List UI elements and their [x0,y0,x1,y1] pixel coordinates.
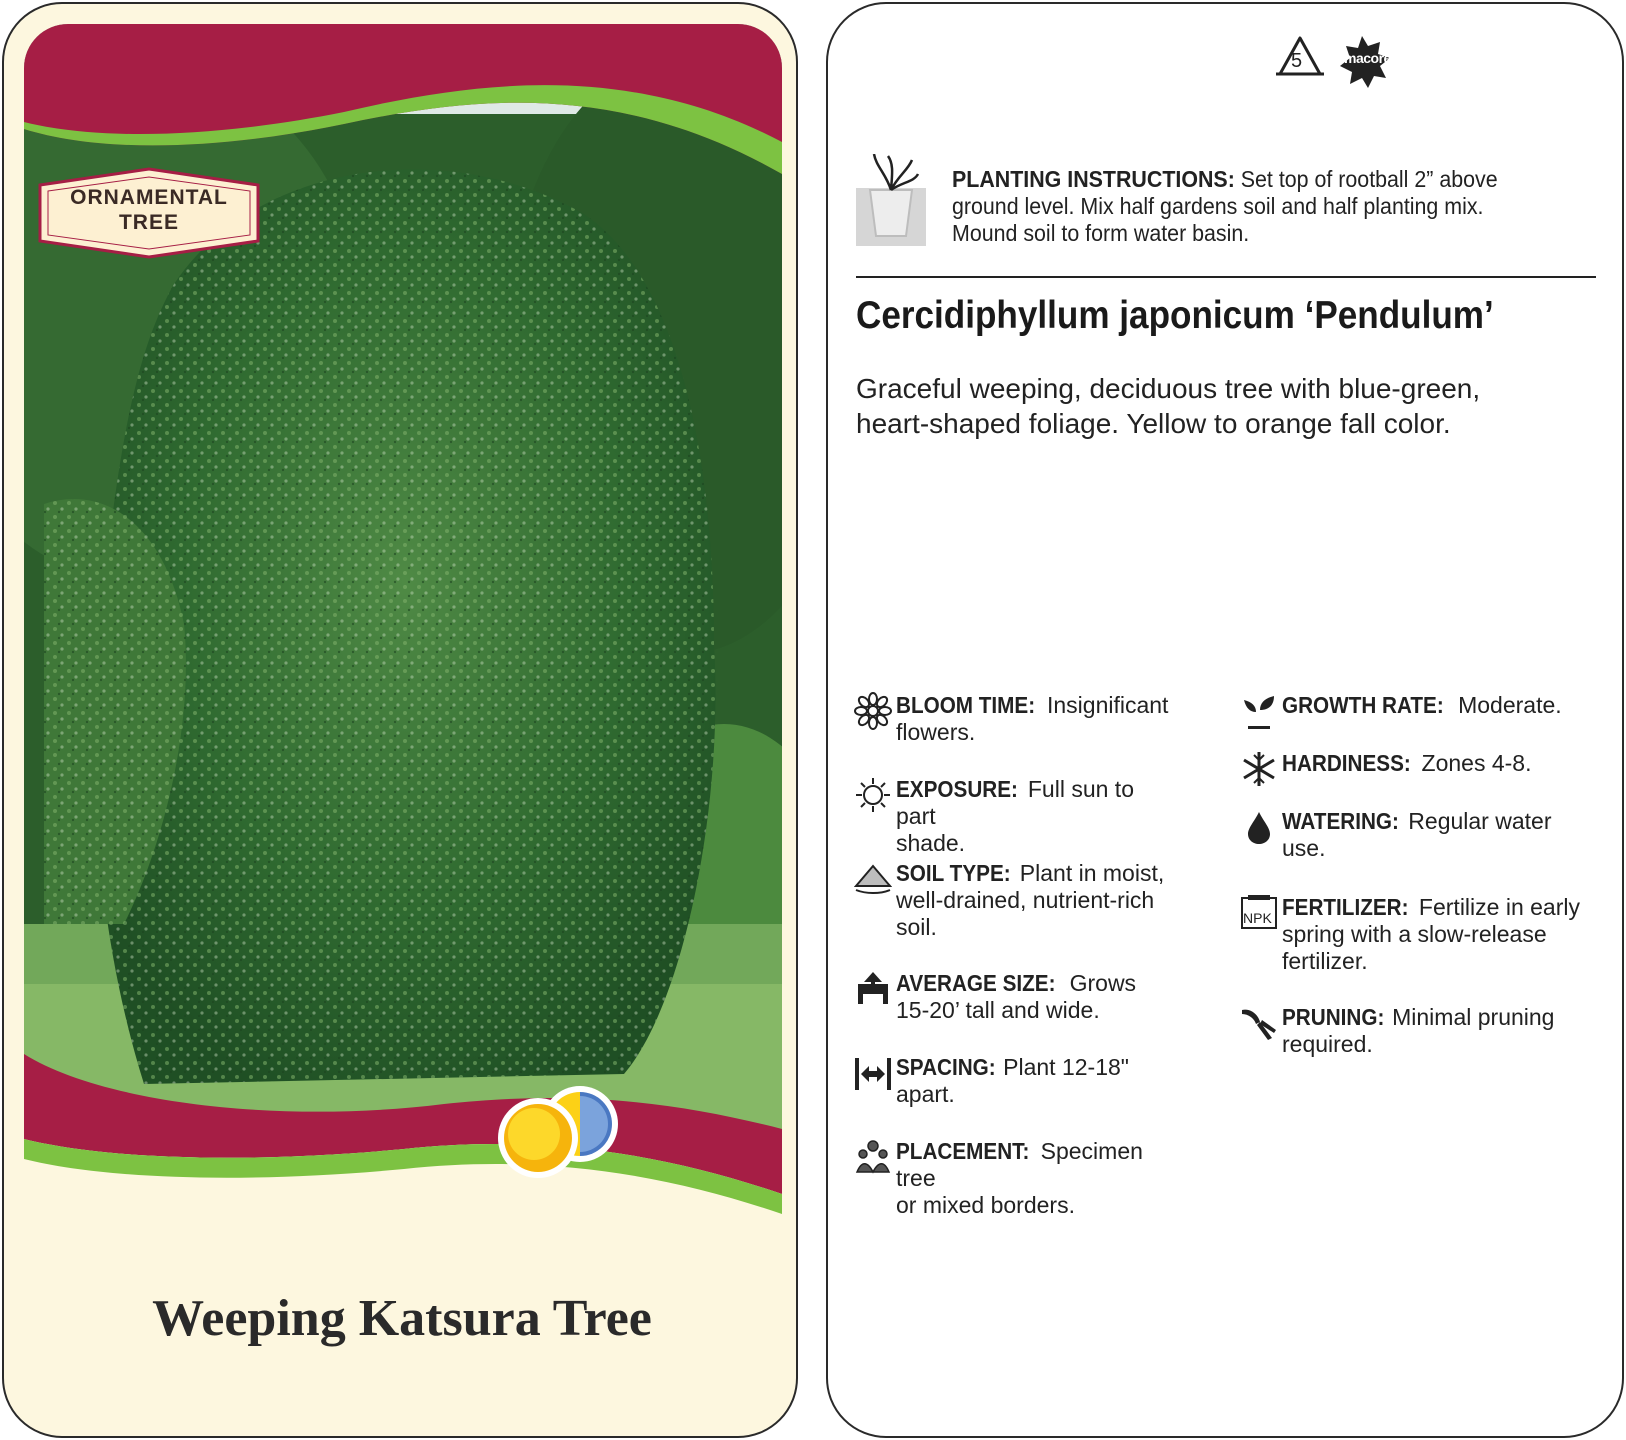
pruning-attr [1240,1004,1600,1058]
average-size-label: AVERAGE SIZE: [896,970,1056,996]
placement-line-1: Specimen tree [896,1138,1143,1191]
pruning-line-2: required. [1282,1031,1373,1057]
placement-line-2: or mixed borders. [896,1192,1075,1218]
growth-rate-label: GROWTH RATE: [1282,692,1444,718]
planting-instructions [952,166,1547,247]
bloom-time-attr [854,692,1174,746]
exposure-icons [494,1082,634,1182]
full-sun-icon [498,1098,578,1178]
planting-line-2: ground level. Mix half gardens soil and half planting mix. [952,193,1484,219]
spacing-label: SPACING: [896,1054,996,1080]
soil-type-line-1: Plant in moist, [1013,860,1165,886]
back-card [826,2,1624,1438]
recycle-number: 5 [1291,50,1303,72]
watering-line-1: Regular water [1401,808,1552,834]
bloom-time-line-2: flowers. [896,719,976,745]
planting-label: PLANTING INSTRUCTIONS: [952,166,1235,192]
planting-line-3: Mound soil to form water basin. [952,220,1250,246]
average-size-line-1: Grows [1063,970,1137,996]
average-size-line-2: 15-20’ tall and wide. [896,997,1100,1023]
exposure-line-2: shade. [896,830,966,856]
exposure-label: EXPOSURE: [896,776,1018,802]
placement-label: PLACEMENT: [896,1138,1030,1164]
fertilizer-icon-text: NPK [1243,910,1272,926]
spacing-attr [854,1054,1174,1108]
soil-type-line-3: soil. [896,914,937,940]
spacing-line-2: apart. [896,1081,955,1107]
pruning-line-1: Minimal pruning [1385,1004,1555,1030]
badge-line-1: ORNAMENTAL [70,186,228,209]
description [856,371,1556,441]
soil-type-label: SOIL TYPE: [896,860,1011,886]
macore-text: macore [1344,50,1391,66]
badge-line-2: TREE [118,211,179,234]
category-badge [36,167,262,259]
spacing-line-1: Plant 12-18" [996,1054,1129,1080]
bloom-time-line-1: Insignificant [1040,692,1169,718]
planting-line-1: Set top of rootball 2” above [1234,166,1498,192]
common-name: Weeping Katsura Tree [152,1290,652,1347]
fertilizer-label: FERTILIZER: [1282,894,1409,920]
placement-attr [854,1138,1174,1219]
fertilizer-line-1: Fertilize in early [1412,894,1580,920]
average-size-attr [854,970,1174,1024]
description-line-2: heart-shaped foliage. Yellow to orange fall color. [856,408,1451,439]
latin-name: Cercidiphyllum japonicum ‘Pendulum’ [856,294,1494,337]
recycle-logos [1272,34,1412,94]
growth-rate-line-1: Moderate. [1451,692,1562,718]
fertilizer-attr [1240,894,1600,975]
hardiness-line-1: Zones 4-8. [1415,750,1532,776]
planting-pot-icon [856,154,926,246]
bloom-time-label: BLOOM TIME: [896,692,1036,718]
fertilizer-line-3: fertilizer. [1282,948,1368,974]
watering-attr [1240,808,1600,862]
exposure-line-1: Full sun to part [896,776,1134,829]
growth-rate-attr [1240,692,1600,719]
pruning-label: PRUNING: [1282,1004,1385,1030]
description-line-1: Graceful weeping, deciduous tree with blue-green, [856,373,1481,404]
soil-type-attr [854,860,1174,941]
hardiness-attr [1240,750,1600,777]
fertilizer-line-2: spring with a slow-release [1282,921,1547,947]
watering-line-2: use. [1282,835,1326,861]
watering-label: WATERING: [1282,808,1399,834]
soil-type-line-2: well-drained, nutrient-rich [896,887,1155,913]
front-card [2,2,798,1438]
divider [856,276,1596,278]
exposure-attr [854,776,1174,857]
hardiness-label: HARDINESS: [1282,750,1411,776]
